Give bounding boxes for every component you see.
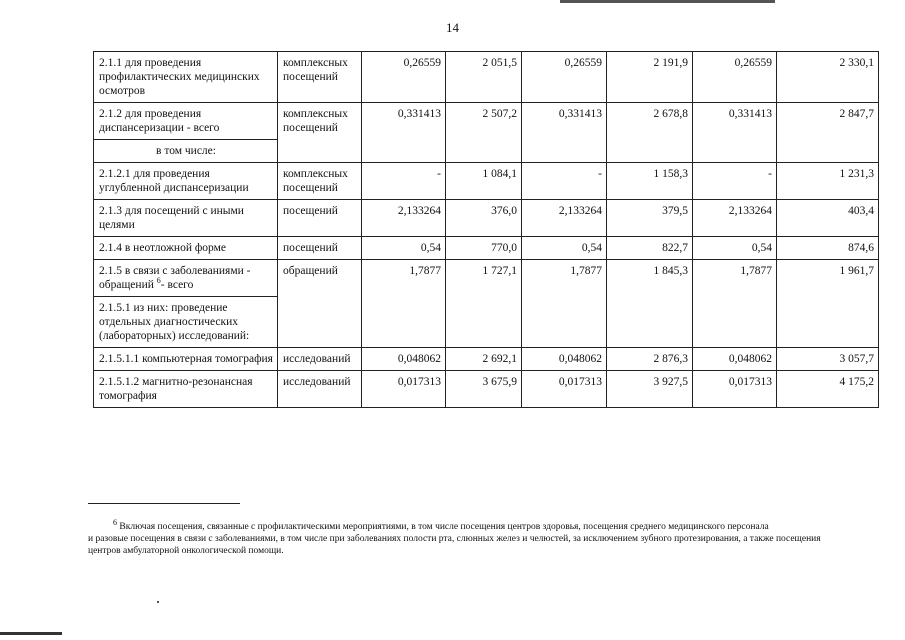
row-unit: посещений bbox=[278, 200, 362, 237]
rates-table bbox=[93, 51, 879, 408]
row-name: 2.1.4 в неотложной форме bbox=[94, 237, 278, 260]
value-cell: - bbox=[522, 163, 607, 200]
value-cell: 0,331413 bbox=[362, 103, 446, 163]
value-cell: - bbox=[693, 163, 777, 200]
value-cell: 3 057,7 bbox=[777, 348, 879, 371]
value-cell: 2,133264 bbox=[362, 200, 446, 237]
value-cell: 0,048062 bbox=[522, 348, 607, 371]
row-name bbox=[94, 260, 278, 297]
value-cell: 2 692,1 bbox=[446, 348, 522, 371]
row-unit: исследований bbox=[278, 348, 362, 371]
value-cell: 0,54 bbox=[522, 237, 607, 260]
table-row bbox=[94, 163, 879, 200]
footnote-line-2: и разовые посещения в связи с заболеваниями, в том числе при заболеваниях полости рта, слюнных желез и челюстей, за исключением зубного протезирования, а также посещения центров амбулаторной онкологической помощи. bbox=[88, 534, 821, 556]
value-cell: 376,0 bbox=[446, 200, 522, 237]
value-cell: 1 158,3 bbox=[607, 163, 693, 200]
row-unit: обращений bbox=[278, 260, 362, 348]
value-cell: 0,331413 bbox=[693, 103, 777, 163]
scan-artifact-bottom bbox=[0, 632, 62, 635]
row-unit: комплексных посещений bbox=[278, 52, 362, 103]
value-cell: 4 175,2 bbox=[777, 371, 879, 408]
value-cell: 2 191,9 bbox=[607, 52, 693, 103]
footnote-marker: 6 bbox=[113, 517, 117, 527]
row-name-suffix: - всего bbox=[160, 279, 194, 291]
value-cell: 0,26559 bbox=[693, 52, 777, 103]
value-cell: 0,26559 bbox=[362, 52, 446, 103]
row-name: 2.1.1 для проведения профилактических медицинских осмотров bbox=[94, 52, 278, 103]
row-unit: комплексных посещений bbox=[278, 103, 362, 163]
row-name: 2.1.2 для проведения диспансеризации - всего bbox=[94, 103, 278, 140]
row-unit: исследований bbox=[278, 371, 362, 408]
value-cell: 2 876,3 bbox=[607, 348, 693, 371]
value-cell: 2 330,1 bbox=[777, 52, 879, 103]
value-cell: 1,7877 bbox=[362, 260, 446, 348]
value-cell: 0,54 bbox=[362, 237, 446, 260]
value-cell: 1 231,3 bbox=[777, 163, 879, 200]
value-cell: 403,4 bbox=[777, 200, 879, 237]
value-cell: 379,5 bbox=[607, 200, 693, 237]
value-cell: 1,7877 bbox=[693, 260, 777, 348]
value-cell: 1 845,3 bbox=[607, 260, 693, 348]
row-name: 2.1.5.1 из них: проведение отдельных диагностических (лабораторных) исследований: bbox=[94, 297, 278, 348]
value-cell: 0,048062 bbox=[362, 348, 446, 371]
value-cell: 874,6 bbox=[777, 237, 879, 260]
page-number: 14 bbox=[446, 20, 459, 35]
value-cell: 0,331413 bbox=[522, 103, 607, 163]
row-name: в том числе: bbox=[94, 140, 278, 163]
value-cell: 822,7 bbox=[607, 237, 693, 260]
value-cell: 0,017313 bbox=[693, 371, 777, 408]
value-cell: 0,26559 bbox=[522, 52, 607, 103]
scan-speck bbox=[157, 601, 159, 603]
footnote bbox=[88, 517, 843, 557]
value-cell: 2 051,5 bbox=[446, 52, 522, 103]
row-name: 2.1.5.1.1 компьютерная томография bbox=[94, 348, 278, 371]
value-cell: 1 961,7 bbox=[777, 260, 879, 348]
value-cell: 3 675,9 bbox=[446, 371, 522, 408]
value-cell: 1 727,1 bbox=[446, 260, 522, 348]
value-cell: 770,0 bbox=[446, 237, 522, 260]
row-unit: комплексных посещений bbox=[278, 163, 362, 200]
table-row bbox=[94, 237, 879, 260]
value-cell: 1 084,1 bbox=[446, 163, 522, 200]
table-row bbox=[94, 52, 879, 103]
row-name: 2.1.3 для посещений с иными целями bbox=[94, 200, 278, 237]
footnote-ref: 6 bbox=[156, 276, 161, 286]
footnote-line-1 bbox=[88, 517, 843, 533]
value-cell: 2 678,8 bbox=[607, 103, 693, 163]
table-row bbox=[94, 260, 879, 297]
table-row bbox=[94, 103, 879, 140]
value-cell: 2,133264 bbox=[693, 200, 777, 237]
value-cell: 0,54 bbox=[693, 237, 777, 260]
scan-artifact-top bbox=[560, 0, 775, 3]
value-cell: 0,048062 bbox=[693, 348, 777, 371]
row-name: 2.1.5.1.2 магнитно-резонансная томография bbox=[94, 371, 278, 408]
value-cell: - bbox=[362, 163, 446, 200]
value-cell: 0,017313 bbox=[362, 371, 446, 408]
value-cell: 1,7877 bbox=[522, 260, 607, 348]
value-cell: 2,133264 bbox=[522, 200, 607, 237]
value-cell: 2 847,7 bbox=[777, 103, 879, 163]
footnote-text-1: Включая посещения, связанные с профилактическими мероприятиями, в том числе посещения центров здоровья, посещения среднего медицинского персонала bbox=[119, 522, 769, 532]
value-cell: 3 927,5 bbox=[607, 371, 693, 408]
table-row bbox=[94, 200, 879, 237]
row-name: 2.1.2.1 для проведения углубленной диспансеризации bbox=[94, 163, 278, 200]
row-name-text: 2.1.5 в связи с заболеваниями - обращений bbox=[99, 265, 251, 291]
row-unit: посещений bbox=[278, 237, 362, 260]
table-row bbox=[94, 348, 879, 371]
footnote-divider bbox=[88, 503, 240, 504]
value-cell: 2 507,2 bbox=[446, 103, 522, 163]
value-cell: 0,017313 bbox=[522, 371, 607, 408]
table-row bbox=[94, 371, 879, 408]
